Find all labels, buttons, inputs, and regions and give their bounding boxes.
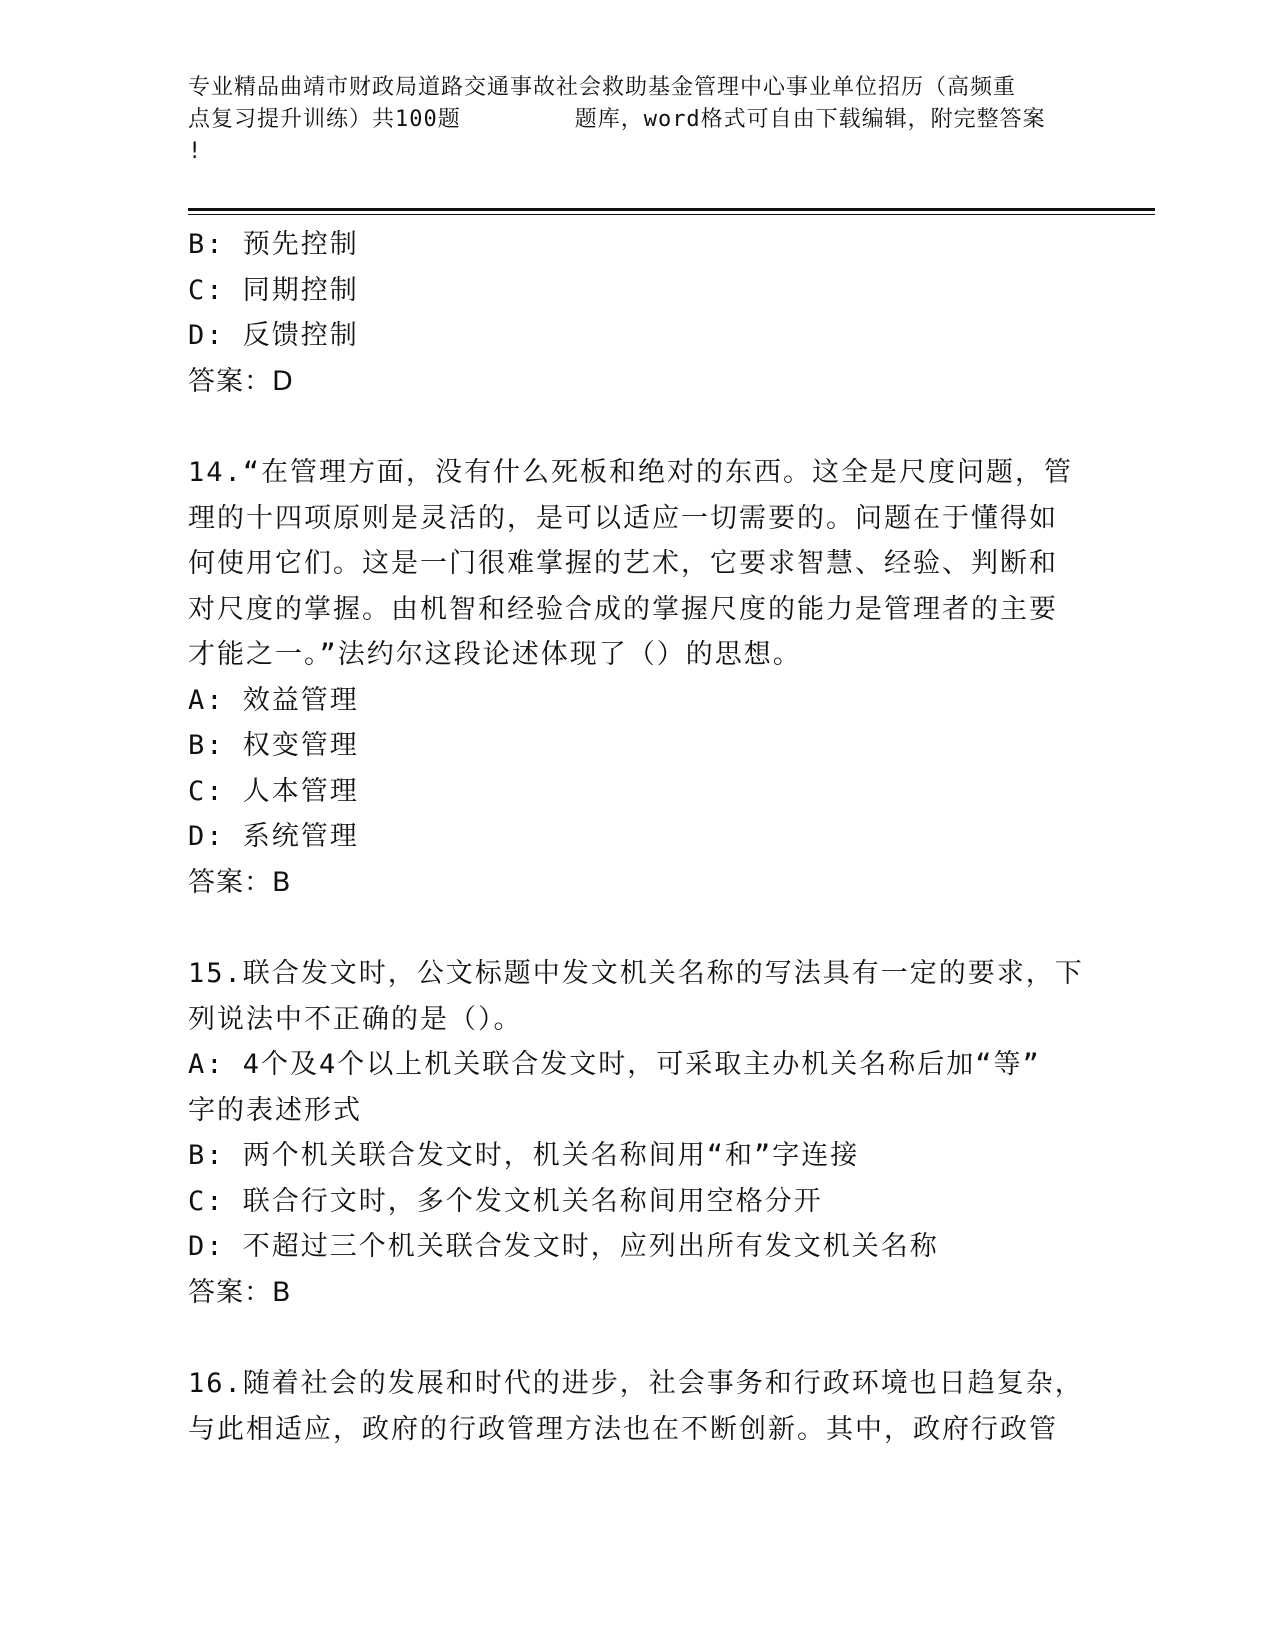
q14-option-a: A: 效益管理 (188, 684, 359, 716)
q15-stem-line: 15.联合发文时，公文标题中发文机关名称的写法具有一定的要求，下 (188, 958, 1084, 989)
q15-option-a: A: 4个及4个以上机关联合发文时，可采取主办机关名称后加“等” (188, 1049, 1041, 1080)
spacer (188, 1315, 1088, 1361)
q14-stem-line: 理的十四项原则是灵活的，是可以适应一切需要的。问题在于懂得如 (188, 502, 1058, 534)
q14-answer: 答案：B (188, 866, 292, 898)
q15-stem-line: 列说法中不正确的是（）。 (188, 1003, 523, 1035)
q15-option-a-continued: 字的表述形式 (188, 1094, 362, 1126)
q14-stem-line: 才能之一。”法约尔这段论述体现了（）的思想。 (188, 639, 802, 670)
q16-stem-line: 与此相适应，政府的行政管理方法也在不断创新。其中，政府行政管 (188, 1413, 1058, 1445)
q14-stem-line: 何使用它们。这是一门很难掌握的艺术，它要求智慧、经验、判断和 (188, 548, 1058, 579)
q15-option-d: D: 不超过三个机关联合发文时，应列出所有发文机关名称 (188, 1231, 939, 1262)
q14-stem-line: 对尺度的掌握。由机智和经验合成的掌握尺度的能力是管理者的主要 (188, 593, 1058, 625)
q14-option-b: B: 权变管理 (188, 730, 359, 761)
spacer (188, 404, 1088, 450)
q15-option-b: B: 两个机关联合发文时，机关名称间用“和”字连接 (188, 1140, 860, 1171)
header-divider-thin (188, 214, 1155, 215)
q13-option-d: D: 反馈控制 (188, 320, 359, 351)
q13-option-c: C: 同期控制 (188, 274, 359, 306)
header-line: 点复习提升训练）共100题 题库，word格式可自由下载编辑，附完整答案 (188, 107, 1046, 132)
q16-stem-line: 16.随着社会的发展和时代的进步，社会事务和行政环境也日趋复杂， (188, 1368, 1084, 1399)
q14-option-c: C: 人本管理 (188, 775, 359, 807)
q15-answer: 答案：B (188, 1276, 292, 1308)
q13-answer: 答案：D (188, 365, 294, 397)
header-line: 专业精品曲靖市财政局道路交通事故社会救助基金管理中心事业单位招历（高频重 (188, 75, 1017, 100)
spacer (188, 905, 1088, 951)
q13-option-b: B: 预先控制 (188, 229, 359, 260)
header-line: ! (188, 139, 203, 164)
q14-stem-line: 14.“在管理方面，没有什么死板和绝对的东西。这全是尺度问题，管 (188, 457, 1074, 488)
document-header (188, 72, 1088, 168)
question-content (188, 222, 1088, 1452)
header-divider-thick (188, 208, 1155, 211)
q14-option-d: D: 系统管理 (188, 821, 359, 852)
q15-option-c: C: 联合行文时，多个发文机关名称间用空格分开 (188, 1185, 823, 1217)
